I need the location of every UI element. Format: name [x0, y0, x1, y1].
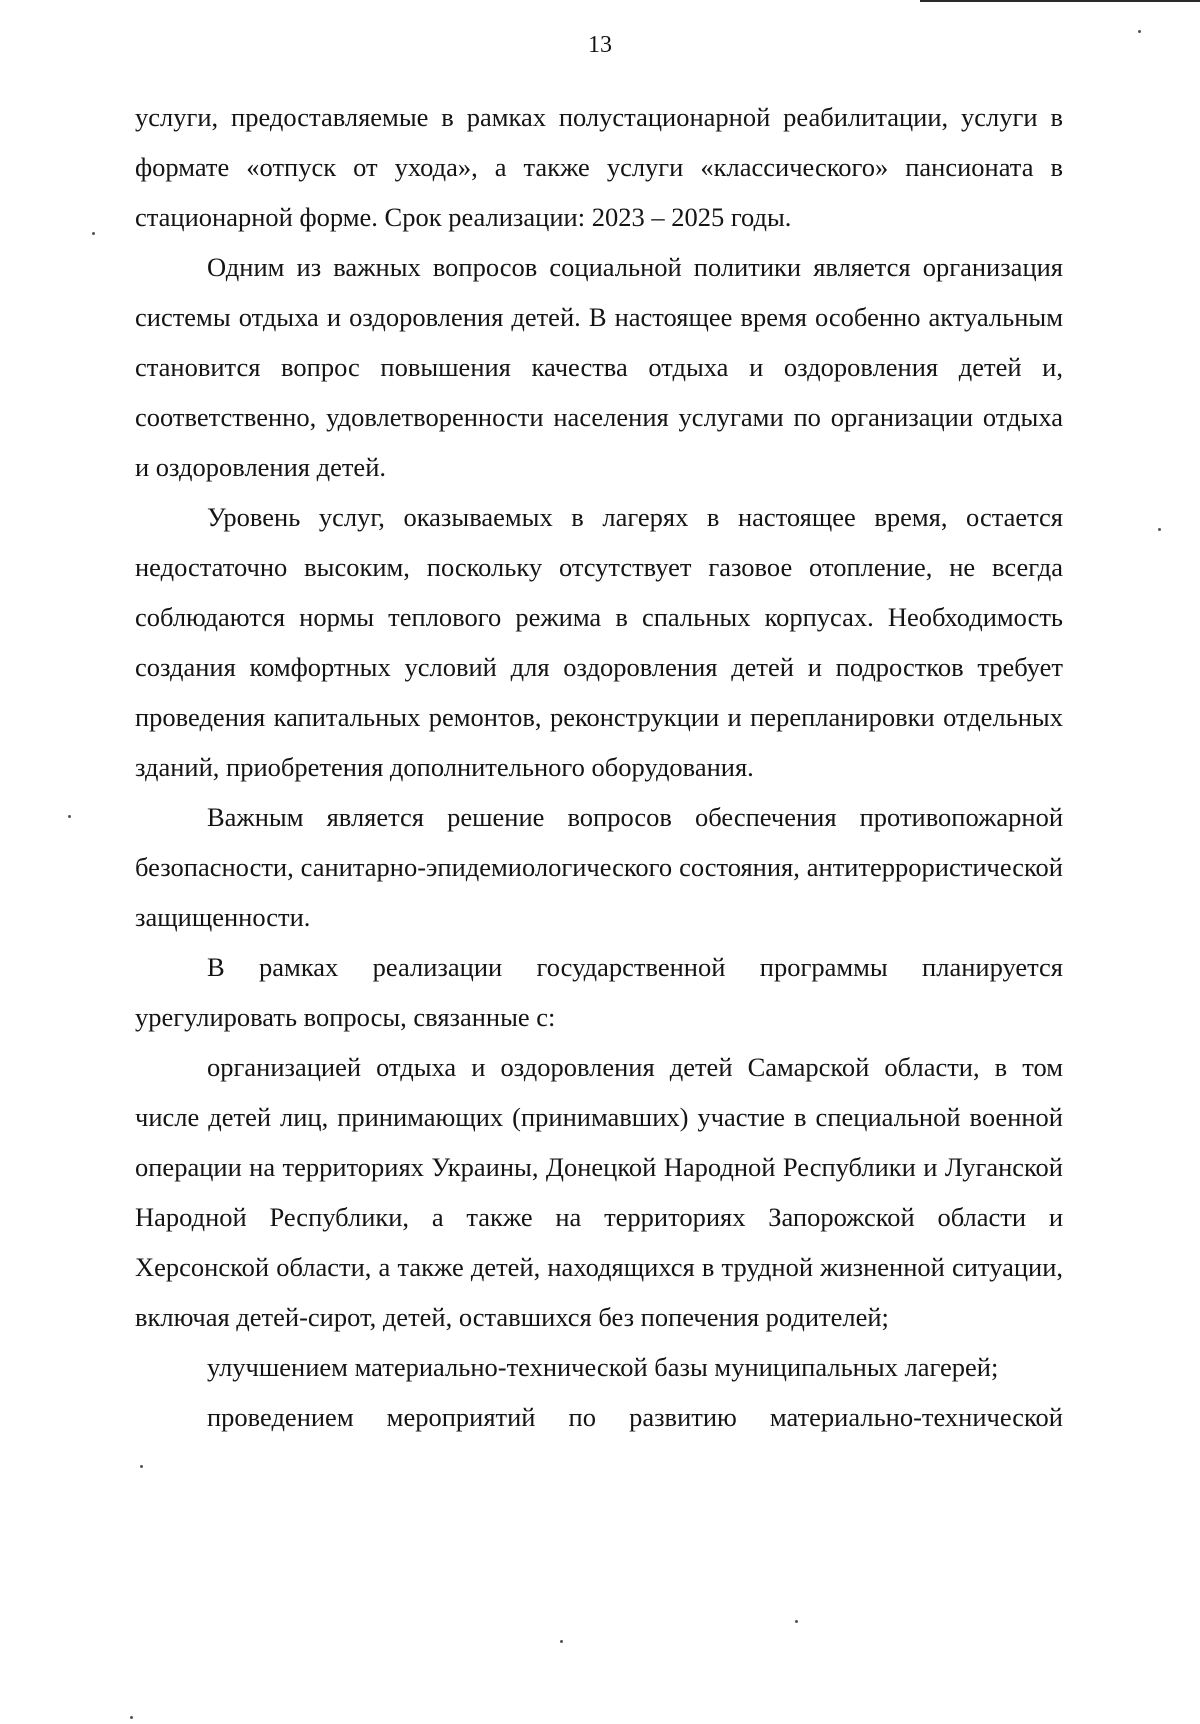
paragraph-1: услуги, предоставляемые в рамках полустационарной реабилитации, услуги в формате «отпуск от ухода», а также услуги «классического» пансионата в стационарной форме. Срок реализации: 2023 – 2025 годы.	[135, 102, 1063, 232]
paragraph-7: улучшением материально-технической базы муниципальных лагерей;	[207, 1352, 999, 1382]
scan-speck	[92, 232, 95, 235]
document-body	[135, 92, 1063, 1442]
scan-speck	[130, 1716, 133, 1719]
paragraph-3: Уровень услуг, оказываемых в лагерях в настоящее время, остается недостаточно высоким, поскольку отсутствует газовое отопление, не всегда соблюдаются нормы теплового режима в спальных корпусах. Необходимость создания комфортных условий для оздоровления детей и подростков требует проведения капитальных ремонтов, реконструкции и перепланировки отдельных зданий, приобретения дополнительного оборудования.	[135, 502, 1063, 782]
scan-speck	[1158, 528, 1161, 531]
paragraph-6: организацией отдыха и оздоровления детей Самарской области, в том числе детей лиц, принимающих (принимавших) участие в специальной военной операции на территориях Украины, Донецкой Народной Республики и Луганской Народной Республики, а также на территориях Запорожской области и Херсонской области, а также детей, находящихся в трудной жизненной ситуации, включая детей-сирот, детей, оставшихся без попечения родителей;	[135, 1052, 1063, 1332]
paragraph-5: В рамках реализации государственной программы планируется урегулировать вопросы, связанные с:	[135, 952, 1063, 1032]
scan-speck	[560, 1640, 563, 1643]
scan-speck	[1138, 30, 1141, 33]
scan-speck	[795, 1620, 798, 1623]
paragraph-2: Одним из важных вопросов социальной политики является организация системы отдыха и оздоровления детей. В настоящее время особенно актуальным становится вопрос повышения качества отдыха и оздоровления детей и, соответственно, удовлетворенности населения услугами по организации отдыха и оздоровления детей.	[135, 252, 1063, 482]
paragraph-8: проведением мероприятий по развитию материально-технической	[207, 1402, 1063, 1432]
paragraph-4: Важным является решение вопросов обеспечения противопожарной безопасности, санитарно-эпидемиологического состояния, антитеррористической защищенности.	[135, 802, 1063, 932]
scan-speck	[68, 815, 71, 818]
scan-speck	[140, 1465, 143, 1468]
page-number: 13	[588, 32, 612, 58]
top-edge-rule	[920, 0, 1200, 2]
